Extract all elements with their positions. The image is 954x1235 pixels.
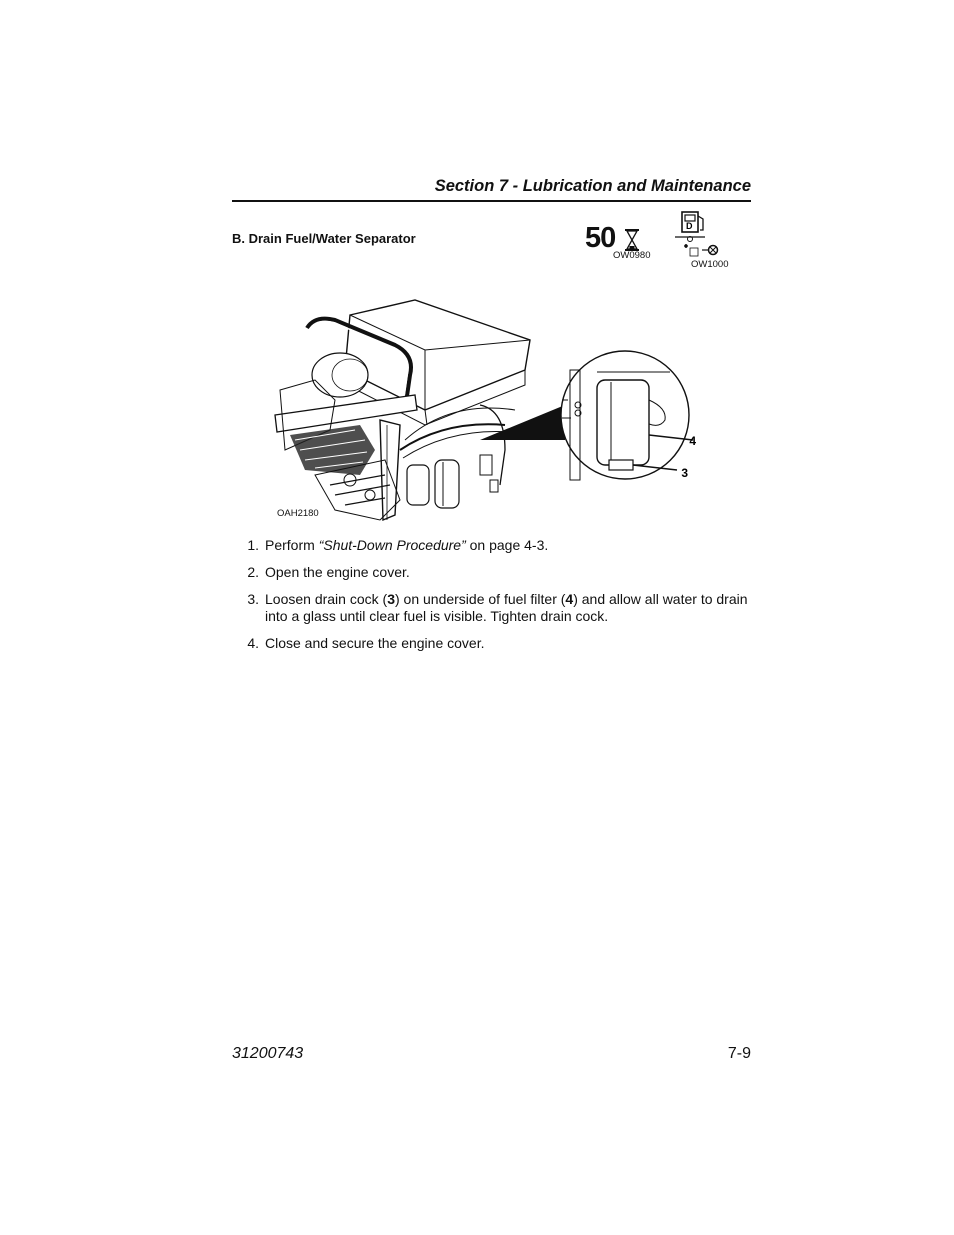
engine-figure	[275, 300, 695, 525]
fuel-water-separator-icon	[670, 210, 722, 262]
step-4: 4. Close and secure the engine cover.	[247, 635, 485, 651]
step-1: 1. Perform “Shut-Down Procedure” on page 4-3.	[247, 537, 549, 553]
fuel-code: OW1000	[691, 259, 729, 270]
header-rule	[232, 200, 751, 202]
procedure-steps	[232, 537, 752, 662]
interval-hours: 50	[585, 222, 616, 254]
hourglass-icon	[624, 229, 640, 251]
procedure-reference: “Shut-Down Procedure”	[318, 537, 466, 553]
page-number: 7-9	[727, 1045, 751, 1062]
interval-code: OW0980	[613, 250, 651, 261]
svg-text:D: D	[686, 221, 693, 231]
subsection-title: B. Drain Fuel/Water Separator	[232, 231, 416, 246]
step-3: 3. Loosen drain cock (3) on underside of fuel filter (4) and allow all water to drain into a glass until clear fuel is visible. Tighten drain cock.	[247, 591, 748, 624]
figure-code: OAH2180	[277, 508, 319, 519]
callout-label-3: 3	[681, 466, 688, 480]
section-title: Section 7 - Lubrication and Maintenance	[434, 177, 751, 195]
document-number: 31200743	[232, 1045, 304, 1062]
callout-label-4: 4	[689, 434, 696, 448]
step-2: 2. Open the engine cover.	[247, 564, 410, 580]
